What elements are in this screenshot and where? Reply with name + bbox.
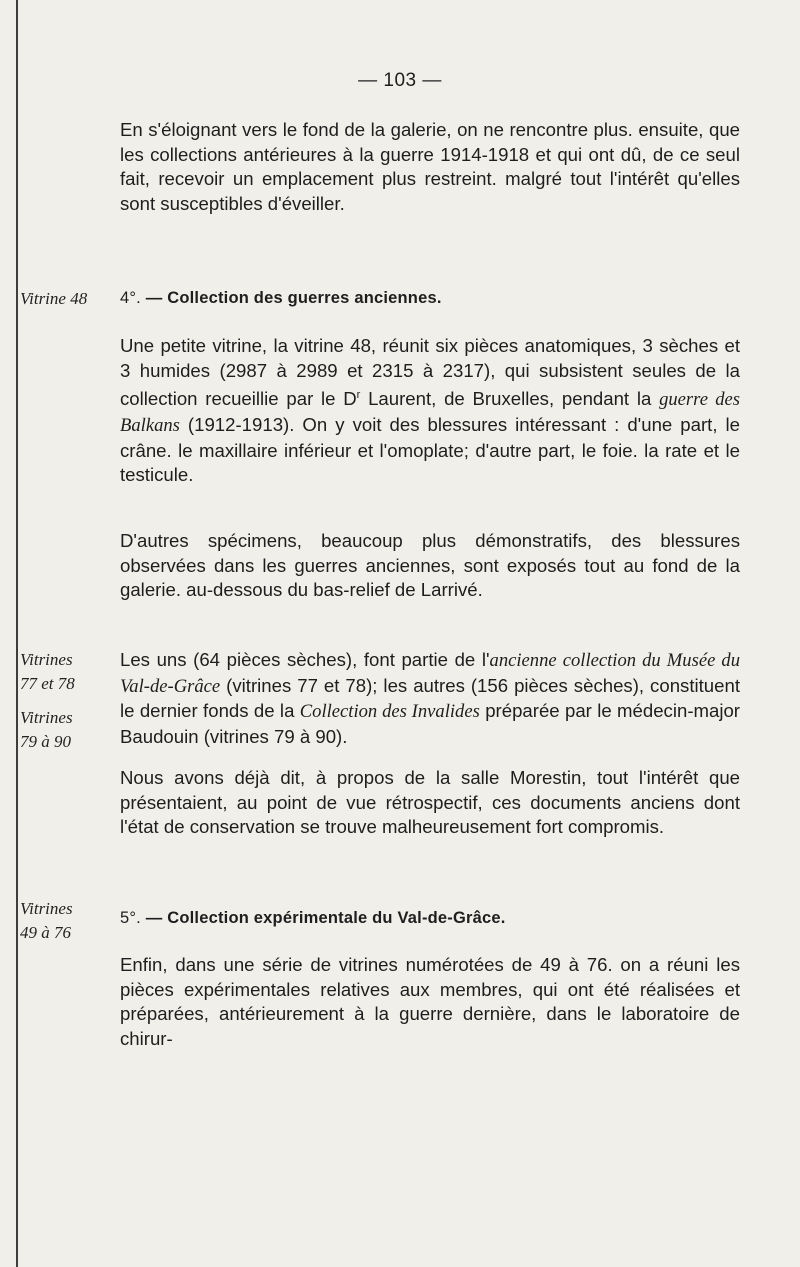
paragraph-text: Nous avons déjà dit, à propos de la salle Morestin, tout l'intérêt que présentaient, au point de vue rétrospectif, ces documents anciens dont l'état de conservation se trouve malheureusement fort compromis.: [120, 767, 740, 838]
section-number: 4°.: [120, 289, 141, 307]
margin-note-vitrines-77-78: [20, 648, 110, 696]
section-title: — Collection des guerres anciennes.: [145, 289, 442, 307]
margin-note-line: 49 à 76: [20, 923, 71, 942]
margin-note-line: Vitrines: [20, 708, 73, 727]
italic-text: guerre des Balkans: [120, 389, 740, 436]
margin-note-vitrines-49-76: [20, 897, 110, 945]
binding-edge: [16, 0, 18, 1267]
text-run: (1912-1913). On y voit des blessures intéressant : d'une part, le crâne. le maxillaire inférieur et l'omoplate; d'autre part, le foie. la rate et le testicule.: [120, 413, 740, 486]
margin-note-line: Vitrines: [20, 899, 73, 918]
paragraph-collections: [120, 648, 740, 749]
text-run: (vitrines 77 et 78); les autres (156 pièces sèches), constituent le dernier fonds de la: [120, 674, 740, 722]
margin-note-line: 77 et 78: [20, 674, 75, 693]
paragraph-morestin: [120, 766, 740, 840]
paragraph-text: En s'éloignant vers le fond de la galerie, on ne rencontre plus. ensuite, que les collections antérieures à la guerre 1914-1918 et qui ont dû, de ce seul fait, recevoir un emplacement plus restreint. malgré tout l'intérêt qu'elles sont susceptibles d'éveiller.: [120, 119, 740, 214]
paragraph-text: [120, 648, 740, 749]
section-title: — Collection expérimentale du Val-de-Grâce.: [145, 909, 506, 927]
paragraph-vitrine-48: [120, 334, 740, 488]
margin-note-vitrines-79-90: [20, 706, 110, 754]
italic-text: Collection des Invalides: [299, 701, 480, 723]
paragraph-intro: [120, 118, 740, 216]
text-run: Les uns (64 pièces sèches), font partie de l': [120, 649, 490, 670]
section-number: 5°.: [120, 909, 141, 927]
paragraph-experimental: [120, 953, 740, 1051]
paragraph-text: [120, 334, 740, 488]
text-run: préparée par le médecin-major Baudouin (vitrines 79 à 90).: [120, 700, 740, 747]
paragraph-text: D'autres spécimens, beaucoup plus démonstratifs, des blessures observées dans les guerres anciennes, sont exposés tout au fond de la galerie. au-dessous du bas-relief de Larrivé.: [120, 530, 740, 601]
paragraph-text: Enfin, dans une série de vitrines numérotées de 49 à 76. on a réuni les pièces expérimentales relatives aux membres, qui ont été réalisées et préparées, antérieurement à la guerre dernière, dans le laboratoire de chirur-: [120, 954, 740, 1049]
superscript: r: [356, 389, 361, 402]
page-number: — 103 —: [358, 70, 442, 91]
margin-note-vitrine-48: Vitrine 48: [20, 289, 88, 308]
text-run: Laurent, de Bruxelles, pendant la: [360, 388, 660, 410]
italic-text: ancienne collection du Musée du Val-de-Grâce: [120, 650, 740, 697]
margin-note-line: Vitrines: [20, 650, 73, 669]
paragraph-specimens: [120, 529, 740, 603]
margin-note-line: 79 à 90: [20, 732, 71, 751]
section-heading-4: [120, 289, 740, 308]
section-heading-5: [120, 909, 740, 928]
text-run: Une petite vitrine, la vitrine 48, réunit six pièces anatomiques, 3 sèches et 3 humides (2987 à 2989 et 2315 à 2317), qui subsistent seules de la collection recueillie par le D: [120, 335, 740, 410]
